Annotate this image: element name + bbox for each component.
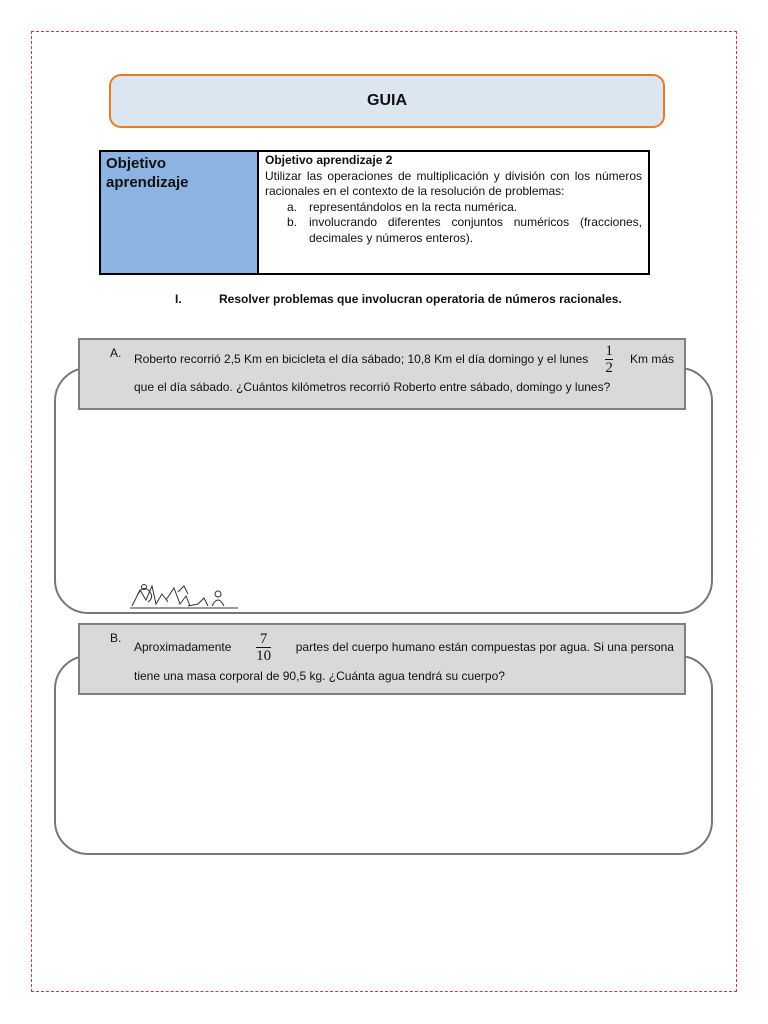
objective-content — [259, 152, 648, 273]
objective-item-marker: a. — [287, 199, 298, 214]
fraction-seven-tenths — [256, 632, 271, 663]
fraction-one-half — [605, 344, 613, 375]
question-a — [78, 338, 686, 410]
objective-item-text: representándolos en la recta numérica. — [309, 199, 518, 214]
section-number: I. — [175, 292, 182, 306]
objective-header: Objetivo aprendizaje — [101, 152, 259, 273]
fraction-numerator: 1 — [605, 342, 613, 359]
fraction-denominator: 10 — [256, 647, 272, 664]
objective-item-text: involucrando diferentes conjuntos numéricos (fracciones, decimales y números enteros). — [309, 215, 642, 245]
scribble-drawing-icon — [128, 580, 240, 610]
question-b-line2: tiene una masa corporal de 90,5 kg. ¿Cuánta agua tendrá su cuerpo? — [134, 669, 505, 683]
objective-subtitle: Objetivo aprendizaje 2 — [265, 153, 393, 167]
question-letter: A. — [110, 346, 122, 360]
objective-item — [265, 215, 642, 246]
question-b-text-after: partes del cuerpo humano están compuestas por agua. Si una persona — [295, 640, 674, 654]
page-title — [109, 74, 665, 128]
question-b-text: Aproximadamente — [134, 640, 232, 654]
question-b — [78, 623, 686, 695]
objective-table — [99, 150, 650, 275]
objective-item — [265, 200, 642, 216]
objective-description: Utilizar las operaciones de multiplicación y división con los números racionales en el contexto de la resolución de problemas: — [265, 168, 642, 198]
question-letter: B. — [110, 631, 122, 645]
section-heading — [175, 292, 622, 306]
fraction-numerator: 7 — [259, 630, 268, 647]
objective-list — [265, 200, 642, 247]
section-text: Resolver problemas que involucran operatoria de números racionales. — [219, 292, 622, 306]
question-a-line2: que el día sábado. ¿Cuántos kilómetros recorrió Roberto entre sábado, domingo y lunes? — [134, 380, 611, 394]
fraction-denominator: 2 — [605, 359, 613, 376]
page-title-text: GUIA — [367, 92, 407, 109]
question-a-text-after: Km más — [629, 352, 674, 366]
question-a-text: Roberto recorrió 2,5 Km en bicicleta el día sábado; 10,8 Km el día domingo y el lunes — [134, 352, 589, 366]
objective-item-marker: b. — [287, 215, 298, 229]
